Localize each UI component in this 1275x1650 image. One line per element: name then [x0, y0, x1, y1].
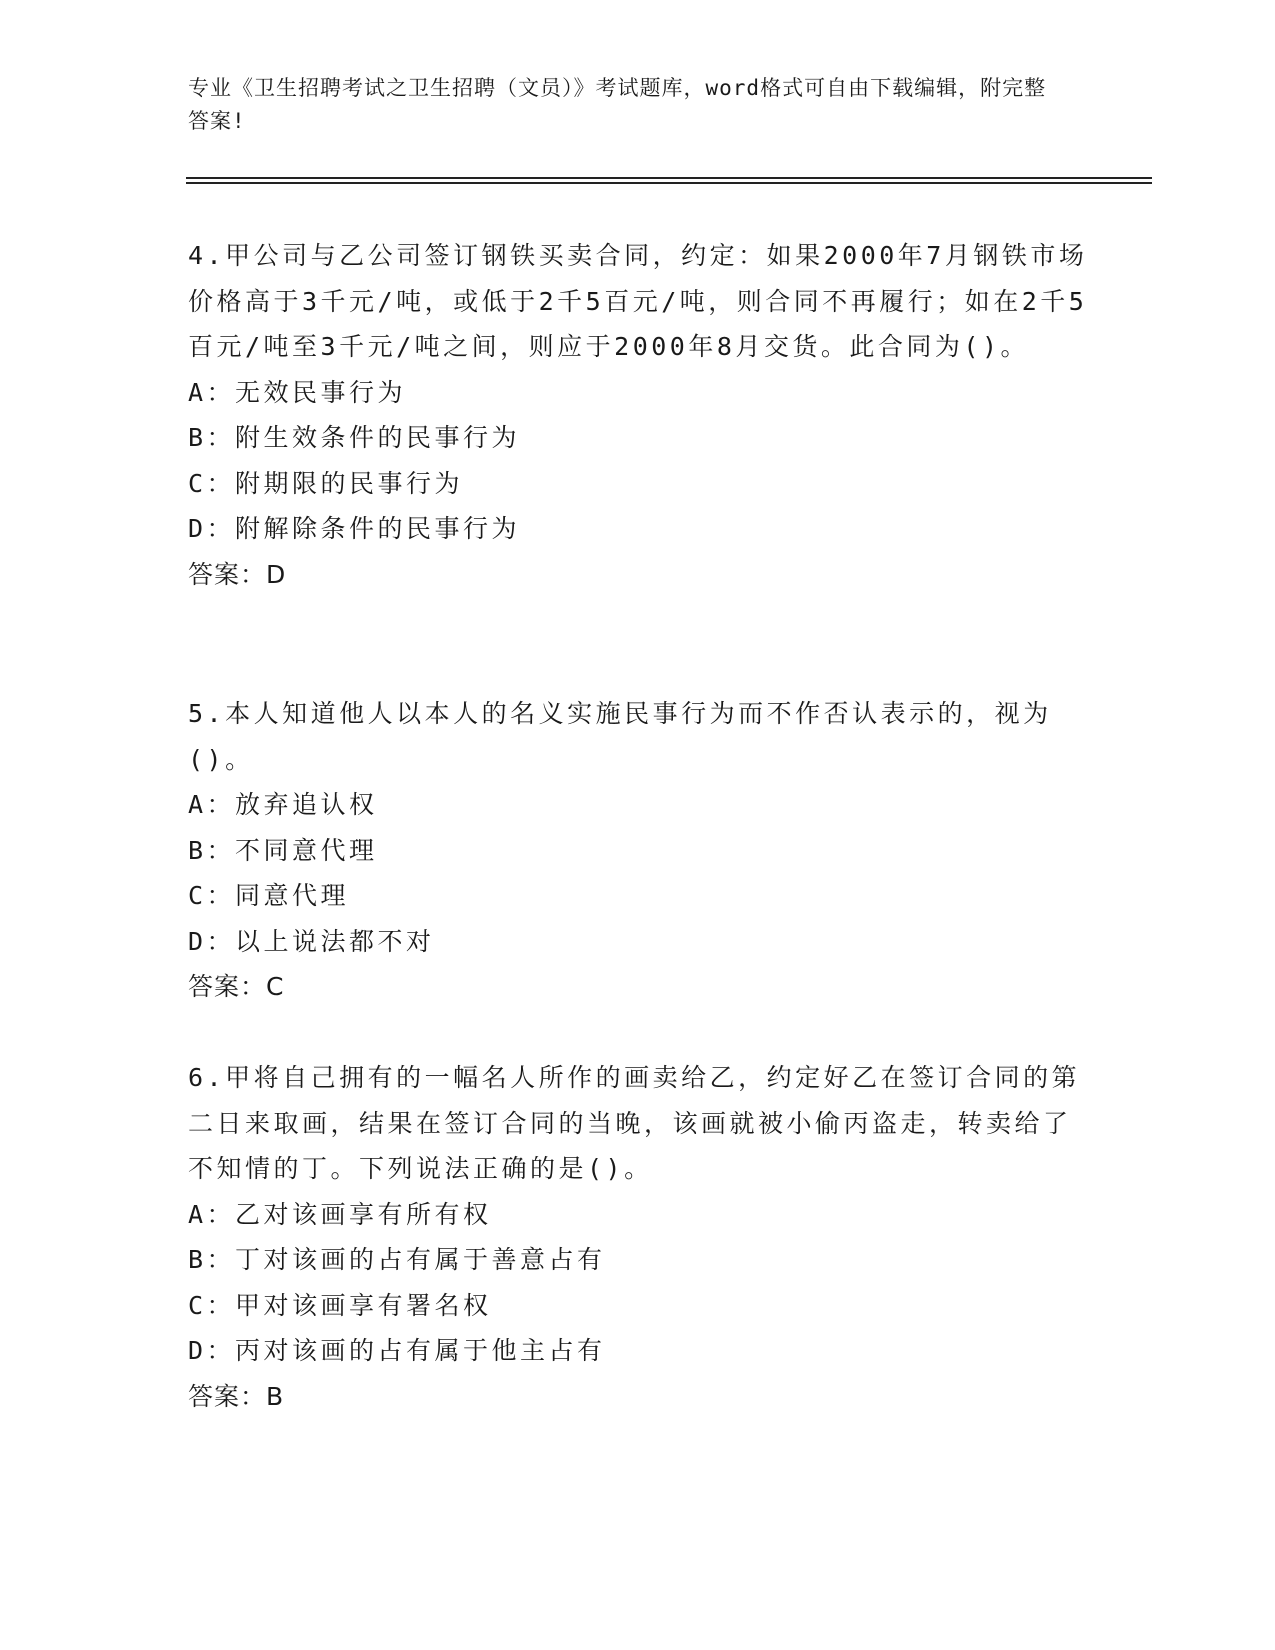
- option-b: B：丁对该画的占有属于善意占有: [188, 1245, 606, 1274]
- question-5: [188, 691, 1088, 1010]
- option-a: A：无效民事行为: [188, 377, 407, 407]
- option-d: D：附解除条件的民事行为: [188, 514, 521, 543]
- header-divider-top: [186, 177, 1152, 179]
- option-c: C：附期限的民事行为: [188, 468, 464, 498]
- answer: 答案：D: [188, 559, 287, 589]
- header-divider-bottom: [186, 182, 1152, 184]
- option-a: A：乙对该画享有所有权: [188, 1199, 492, 1229]
- option-b: B：不同意代理: [188, 835, 378, 865]
- document-header: 专业《卫生招聘考试之卫生招聘（文员）》考试题库，word格式可自由下载编辑，附完整答案!: [188, 76, 1047, 133]
- option-d: D：丙对该画的占有属于他主占有: [188, 1336, 606, 1365]
- question-text: 6.甲将自己拥有的一幅名人所作的画卖给乙，约定好乙在签订合同的第二日来取画，结果在签订合同的当晚，该画就被小偷丙盗走，转卖给了不知情的丁。下列说法正确的是()。: [188, 1063, 1081, 1183]
- answer: 答案：B: [188, 1381, 285, 1411]
- question-text: 4.甲公司与乙公司签订钢铁买卖合同，约定：如果2000年7月钢铁市场价格高于3千元/吨，或低于2千5百元/吨，则合同不再履行；如在2千5百元/吨至3千元/吨之间，则应于2000年8月交货。此合同为()。: [188, 241, 1088, 361]
- question-text: 5.本人知道他人以本人的名义实施民事行为而不作否认表示的，视为()。: [188, 699, 1052, 774]
- option-b: B：附生效条件的民事行为: [188, 423, 521, 452]
- option-a: A：放弃追认权: [188, 790, 378, 819]
- option-c: C：同意代理: [188, 881, 350, 910]
- question-6: [188, 1055, 1088, 1419]
- option-d: D：以上说法都不对: [188, 926, 435, 956]
- option-c: C：甲对该画享有署名权: [188, 1290, 492, 1320]
- answer: 答案：C: [188, 972, 285, 1001]
- question-4: [188, 233, 1088, 597]
